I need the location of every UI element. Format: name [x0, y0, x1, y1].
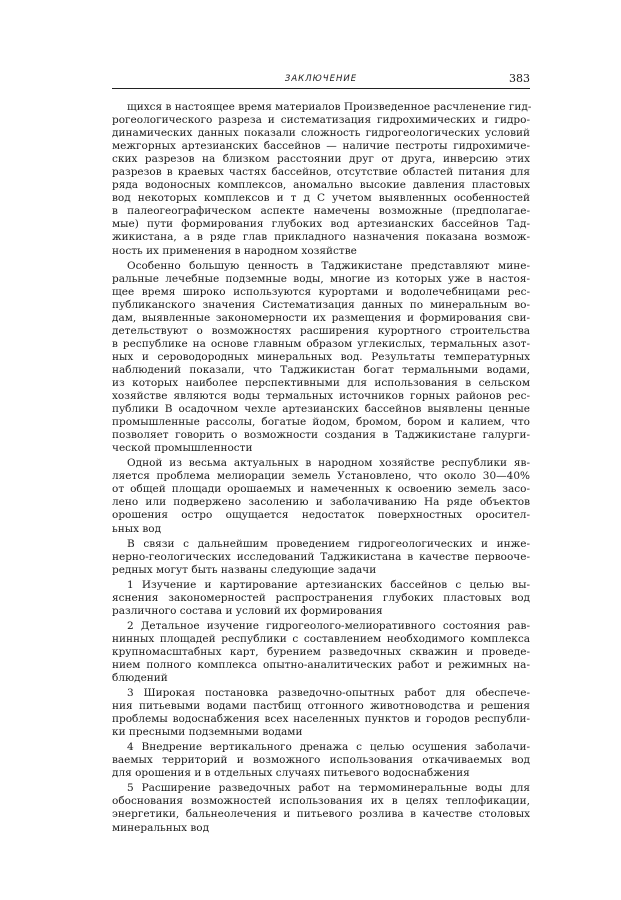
text-line: обоснования возможностей использования их в целях теплофикации,	[112, 795, 530, 808]
paragraph	[112, 101, 530, 258]
text-line: редных могут быть названы следующие задачи	[112, 563, 377, 576]
text-line: публиканского значения Систематизация данных по минеральным во-	[112, 298, 530, 311]
text-line: 1 Изучение и картирование артезианских бассейнов с целью вы-	[127, 578, 530, 591]
text-line: 5 Расширение разведочных работ на термоминеральные воды для	[127, 782, 530, 795]
text-line: наблюдений показали, что Таджикистан богат термальными водами,	[112, 363, 530, 376]
text-line: от общей площади орошаемых и намеченных к освоению земель засо-	[112, 483, 530, 496]
text-line: проблемы водоснабжения всех населенных пунктов и городов республи-	[112, 713, 530, 726]
text-line: блюдений	[112, 672, 168, 685]
text-line: динамических данных показали сложность гидрогеологических условий	[112, 127, 530, 140]
text-line: позволяет говорить о возможности создания в Таджикистане галурги-	[112, 429, 530, 442]
text-line: из которых наиболее перспективными для использования в сельском	[112, 376, 530, 389]
text-line: ния питьевыми водами пастбищ отгонного животноводства и решения	[112, 700, 530, 713]
text-line: ческой промышленности	[112, 442, 253, 455]
text-line: детельствуют о возможностях расширения курортного строительства	[112, 324, 530, 337]
text-line: нерно-геологических исследований Таджикистана в качестве первооче-	[112, 550, 530, 563]
text-line: 3 Широкая постановка разведочно-опытных работ для обеспече-	[127, 687, 530, 700]
text-line: ляется проблема мелиорации земель Установлено, что около 30—40%	[112, 470, 530, 483]
text-line: ность их применения в народном хозяйстве	[112, 244, 357, 257]
text-line: энергетики, бальнеолечения и питьевого розлива в качестве столовых	[112, 808, 530, 821]
text-line: межгорных артезианских бассейнов — наличие пестроты гидрохимиче-	[112, 140, 530, 153]
text-line: ки пресными подземными водами	[112, 726, 303, 739]
text-line: ряда водоносных комплексов, аномально высокие давления пластовых	[112, 179, 530, 192]
running-head: ЗАКЛЮЧЕНИЕ	[284, 74, 358, 84]
text-line: ских разрезов на близком расстоянии друг от друга, инверсию этих	[112, 153, 530, 166]
text-line: ных и сероводородных минеральных вод. Результаты температурных	[112, 350, 530, 363]
text-line: 2 Детальное изучение гидрогеолого-мелиоративного состояния рав-	[127, 619, 530, 632]
paragraph	[112, 687, 530, 739]
text-line: Одной из весьма актуальных в народном хозяйстве республики яв-	[127, 457, 530, 470]
text-line: мые) пути формирования глубоких вод артезианских бассейнов Тад-	[112, 218, 530, 231]
text-line: щее время широко используются курортами и водолечебницами рес-	[112, 285, 530, 298]
text-line: орошения остро ощущается недостаток поверхностных оросител-	[112, 509, 530, 522]
text-line: в палеогеографическом аспекте намечены возможные (предполагае-	[112, 205, 530, 218]
paragraph	[112, 457, 530, 535]
text-line: публики В осадочном чехле артезианских бассейнов выявлены ценные	[112, 403, 530, 416]
text-line: нием полного комплекса опытно-аналитических работ и режимных на-	[112, 658, 530, 671]
text-line: яснения закономерностей распространения глубоких пластовых вод	[112, 591, 530, 604]
text-line: рогеологического разреза и систематизация гидрохимических и гидро-	[112, 114, 530, 127]
body-text	[112, 101, 530, 837]
text-line: в республике на основе главным образом углекислых, термальных азот-	[112, 337, 530, 350]
paragraph	[112, 260, 530, 456]
text-line: хозяйстве являются воды термальных источников горных районов рес-	[112, 390, 530, 403]
text-line: разрезов в краевых частях бассейнов, отсутствие областей питания для	[112, 166, 530, 179]
paragraph	[112, 579, 530, 618]
text-line: для орошения и в отдельных случаях питьевого водоснабжения	[112, 767, 470, 780]
paragraph	[112, 782, 530, 834]
text-line: щихся в настоящее время материалов Произведенное расчленение гид-	[127, 101, 532, 113]
text-line: ваемых территорий и возможного использования откачиваемых вод	[112, 754, 530, 767]
text-line: минеральных вод	[112, 821, 210, 834]
text-line: нинных площадей республики с составлением необходимого комплекса	[112, 632, 530, 645]
page-header	[112, 72, 530, 88]
text-line: жикистана, а в ряде глав прикладного назначения показана возмож-	[112, 231, 530, 244]
text-line: В связи с дальнейшим проведением гидрогеологических и инже-	[127, 537, 530, 550]
text-line: крупномасштабных карт, бурением разведочных скважин и проведе-	[112, 645, 530, 658]
text-line: промышленные рассолы, богатые йодом, бромом, бором и калием, что	[112, 416, 530, 429]
paragraph	[112, 741, 530, 780]
paragraph	[112, 620, 530, 685]
text-line: ьных вод	[112, 522, 162, 535]
text-line: дам, выявленные закономерности их размещения и формирования сви-	[112, 311, 530, 324]
paragraph	[112, 538, 530, 577]
text-line: Особенно большую ценность в Таджикистане представляют мине-	[127, 259, 530, 272]
text-line: ральные лечебные подземные воды, многие из которых уже в настоя-	[112, 272, 530, 285]
page-number: 383	[509, 72, 530, 85]
text-line: лено или подвержено засолению и заболачиванию На ряде объектов	[112, 496, 530, 509]
text-line: вод некоторых комплексов и т д С учетом выявленных особенностей	[112, 192, 530, 205]
text-line: 4 Внедрение вертикального дренажа с целью осушения заболачи-	[127, 741, 530, 754]
text-line: различного состава и условий их формирования	[112, 604, 383, 617]
header-rule	[112, 88, 530, 89]
